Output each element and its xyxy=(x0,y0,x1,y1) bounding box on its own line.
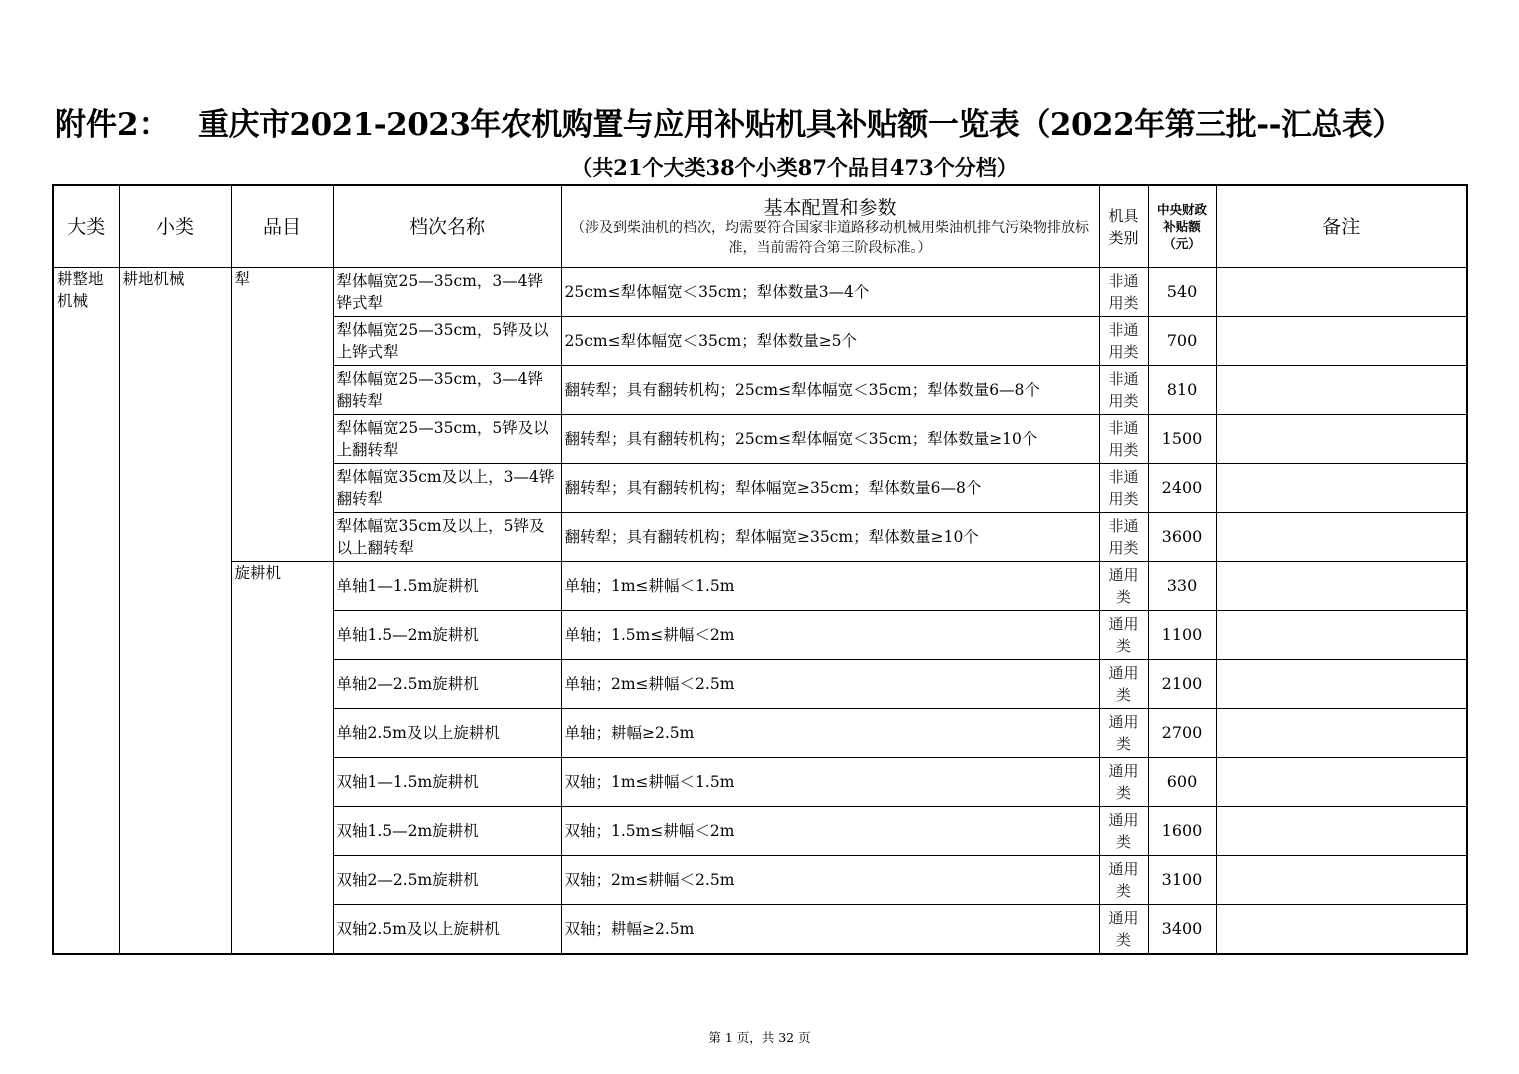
cell-amount: 1100 xyxy=(1148,611,1216,660)
cell-name: 单轴1.5—2m旋耕机 xyxy=(333,611,561,660)
cell-type: 通用类 xyxy=(1099,709,1148,758)
title-text: 重庆市2021-2023年农机购置与应用补贴机具补贴额一览表（2022年第三批--汇总表） xyxy=(198,107,1403,143)
cell-remark xyxy=(1216,611,1467,660)
cell-config: 翻转犁；具有翻转机构；25cm≤犁体幅宽＜35cm；犁体数量≥10个 xyxy=(561,415,1099,464)
cell-name: 犁体幅宽25—35cm，3—4铧铧式犁 xyxy=(333,268,561,317)
cell-amount: 540 xyxy=(1148,268,1216,317)
cell-amount: 2400 xyxy=(1148,464,1216,513)
cell-pinmu-plough: 犁 xyxy=(231,268,333,562)
cell-config: 单轴；2m≤耕幅＜2.5m xyxy=(561,660,1099,709)
cell-config: 翻转犁；具有翻转机构；25cm≤犁体幅宽＜35cm；犁体数量6—8个 xyxy=(561,366,1099,415)
cell-amount: 600 xyxy=(1148,758,1216,807)
subsidy-table xyxy=(52,184,1468,955)
cell-remark xyxy=(1216,807,1467,856)
cell-type: 通用类 xyxy=(1099,611,1148,660)
cell-remark xyxy=(1216,562,1467,611)
cell-amount: 3400 xyxy=(1148,905,1216,954)
table-row xyxy=(53,268,1467,317)
cell-name: 双轴1—1.5m旋耕机 xyxy=(333,758,561,807)
cell-xiaolei: 耕地机械 xyxy=(119,268,231,954)
cell-config: 单轴；耕幅≥2.5m xyxy=(561,709,1099,758)
cell-name: 犁体幅宽35cm及以上，5铧及以上翻转犁 xyxy=(333,513,561,562)
cell-config: 25cm≤犁体幅宽＜35cm；犁体数量≥5个 xyxy=(561,317,1099,366)
cell-name: 犁体幅宽25—35cm，5铧及以上翻转犁 xyxy=(333,415,561,464)
cell-name: 双轴1.5—2m旋耕机 xyxy=(333,807,561,856)
document-title xyxy=(55,100,1495,150)
cell-config: 单轴；1m≤耕幅＜1.5m xyxy=(561,562,1099,611)
cell-amount: 1600 xyxy=(1148,807,1216,856)
column-header-config xyxy=(561,185,1099,268)
column-header-subsidy: 中央财政补贴额（元） xyxy=(1148,185,1216,268)
cell-amount: 2100 xyxy=(1148,660,1216,709)
cell-config: 翻转犁；具有翻转机构；犁体幅宽≥35cm；犁体数量≥10个 xyxy=(561,513,1099,562)
cell-type: 非通用类 xyxy=(1099,317,1148,366)
column-header-dangci: 档次名称 xyxy=(333,185,561,268)
config-header-title: 基本配置和参数 xyxy=(763,196,897,219)
cell-remark xyxy=(1216,660,1467,709)
column-header-type: 机具类别 xyxy=(1099,185,1148,268)
cell-type: 非通用类 xyxy=(1099,464,1148,513)
cell-name: 犁体幅宽25—35cm，5铧及以上铧式犁 xyxy=(333,317,561,366)
cell-name: 双轴2.5m及以上旋耕机 xyxy=(333,905,561,954)
cell-type: 非通用类 xyxy=(1099,268,1148,317)
cell-remark xyxy=(1216,366,1467,415)
table-row xyxy=(53,562,1467,611)
cell-type: 通用类 xyxy=(1099,905,1148,954)
cell-pinmu-rotary-tiller: 旋耕机 xyxy=(231,562,333,954)
cell-name: 单轴1—1.5m旋耕机 xyxy=(333,562,561,611)
column-header-xiaolei: 小类 xyxy=(119,185,231,268)
document-subtitle: （共21个大类38个小类87个品目473个分档） xyxy=(571,155,1018,180)
cell-type: 通用类 xyxy=(1099,660,1148,709)
cell-name: 单轴2—2.5m旋耕机 xyxy=(333,660,561,709)
cell-amount: 1500 xyxy=(1148,415,1216,464)
config-header-note: （涉及到柴油机的档次，均需要符合国家非道路移动机械用柴油机排气污染物排放标准，当前需符合第三阶段标准。） xyxy=(571,219,1089,256)
cell-amount: 2700 xyxy=(1148,709,1216,758)
cell-config: 双轴；耕幅≥2.5m xyxy=(561,905,1099,954)
cell-type: 通用类 xyxy=(1099,856,1148,905)
column-header-dalei: 大类 xyxy=(53,185,119,268)
cell-remark xyxy=(1216,905,1467,954)
cell-type: 非通用类 xyxy=(1099,513,1148,562)
cell-config: 25cm≤犁体幅宽＜35cm；犁体数量3—4个 xyxy=(561,268,1099,317)
cell-amount: 330 xyxy=(1148,562,1216,611)
cell-remark xyxy=(1216,415,1467,464)
cell-config: 双轴；1.5m≤耕幅＜2m xyxy=(561,807,1099,856)
cell-type: 非通用类 xyxy=(1099,415,1148,464)
column-header-remark: 备注 xyxy=(1216,185,1467,268)
cell-config: 双轴；2m≤耕幅＜2.5m xyxy=(561,856,1099,905)
cell-type: 通用类 xyxy=(1099,758,1148,807)
cell-config: 双轴；1m≤耕幅＜1.5m xyxy=(561,758,1099,807)
cell-type: 非通用类 xyxy=(1099,366,1148,415)
cell-remark xyxy=(1216,317,1467,366)
cell-name: 犁体幅宽25—35cm，3—4铧翻转犁 xyxy=(333,366,561,415)
page-number: 第 1 页，共 32 页 xyxy=(708,1030,811,1045)
attachment-label: 附件2： xyxy=(55,107,170,143)
cell-amount: 810 xyxy=(1148,366,1216,415)
cell-name: 双轴2—2.5m旋耕机 xyxy=(333,856,561,905)
cell-remark xyxy=(1216,513,1467,562)
column-header-pinmu: 品目 xyxy=(231,185,333,268)
cell-type: 通用类 xyxy=(1099,562,1148,611)
cell-amount: 3600 xyxy=(1148,513,1216,562)
cell-name: 犁体幅宽35cm及以上，3—4铧翻转犁 xyxy=(333,464,561,513)
cell-config: 单轴；1.5m≤耕幅＜2m xyxy=(561,611,1099,660)
cell-dalei: 耕整地机械 xyxy=(53,268,119,954)
cell-config: 翻转犁；具有翻转机构；犁体幅宽≥35cm；犁体数量6—8个 xyxy=(561,464,1099,513)
cell-type: 通用类 xyxy=(1099,807,1148,856)
cell-amount: 3100 xyxy=(1148,856,1216,905)
cell-remark xyxy=(1216,709,1467,758)
cell-remark xyxy=(1216,758,1467,807)
cell-remark xyxy=(1216,856,1467,905)
cell-remark xyxy=(1216,268,1467,317)
table-header-row xyxy=(53,185,1467,268)
cell-name: 单轴2.5m及以上旋耕机 xyxy=(333,709,561,758)
cell-remark xyxy=(1216,464,1467,513)
cell-amount: 700 xyxy=(1148,317,1216,366)
